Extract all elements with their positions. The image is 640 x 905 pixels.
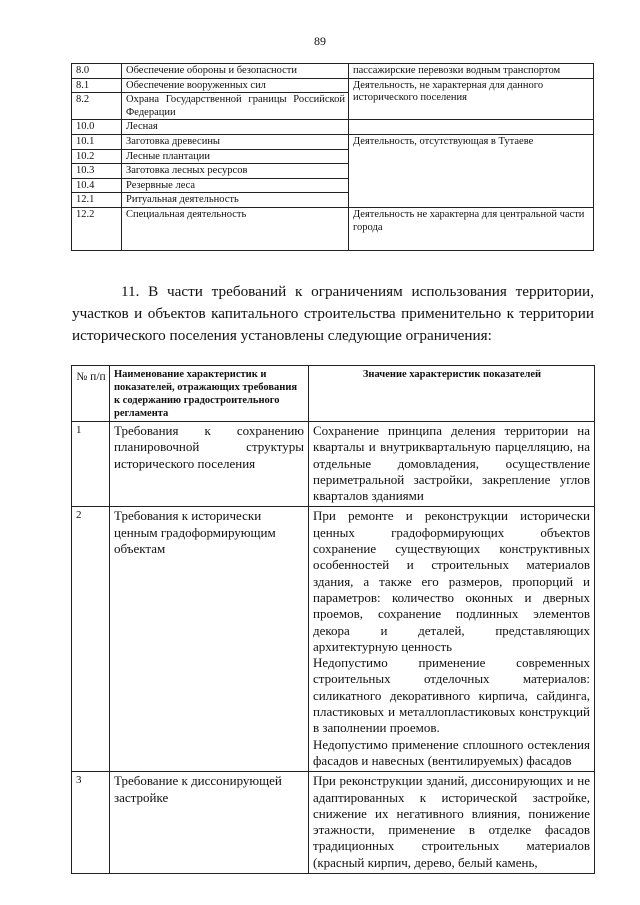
name-cell: Ритуальная деятельность — [122, 193, 349, 208]
code-cell: 10.2 — [72, 149, 122, 164]
section-paragraph — [72, 281, 594, 347]
header-row — [72, 366, 595, 422]
code-cell: 10.0 — [72, 120, 122, 135]
code-cell: 8.2 — [72, 93, 122, 120]
row-value — [309, 422, 595, 507]
code-cell: 10.1 — [72, 134, 122, 149]
requirements-table — [71, 365, 595, 874]
name-cell: Резервные леса — [122, 178, 349, 193]
name-cell: Обеспечение обороны и безопасности — [122, 64, 349, 79]
row-value — [309, 507, 595, 772]
name-cell: Лесная — [122, 120, 349, 135]
name-cell: Заготовка древесины — [122, 134, 349, 149]
header-value: Значение характеристик показателей — [309, 366, 595, 422]
code-cell: 8.0 — [72, 64, 122, 79]
value-paragraph: Сохранение принципа деления территории на кварталы и внутриквартальную парцелляцию, на отдельные домовладения, осуществление периметральной застройки, закрепление углов кварталов зданиями — [313, 423, 590, 504]
value-paragraph: При реконструкции зданий, диссонирующих и не адаптированных к исторической застройке, снижение их негативного влияния, понижение этажности, применение в отделке фасадов традиционных строительных материалов (красный кирпич, дерево, белый камень, — [313, 773, 590, 870]
table-row — [72, 207, 594, 250]
land-use-table — [71, 63, 594, 251]
table-row — [72, 64, 594, 79]
table-row — [72, 120, 594, 135]
name-cell: Специальная деятельность — [122, 207, 349, 250]
name-cell: Охрана Государственной границы Российской Федерации — [122, 93, 349, 120]
name-cell: Заготовка лесных ресурсов — [122, 164, 349, 179]
table-row — [72, 422, 595, 507]
code-cell: 10.4 — [72, 178, 122, 193]
table-row — [72, 134, 594, 149]
value-paragraph: Недопустимо применение современных строительных отделочных материалов: силикатного декоративного кирпича, сайдинга, пластиковых и металлопластиковых конструкций в заполнении проемов. — [313, 655, 590, 736]
header-num: № п/п — [72, 366, 110, 422]
paragraph-text: участков и объектов капитального строительства применительно к территории исторического поселения установлены следующие ограничения: — [72, 305, 594, 344]
row-name: Требования к исторически ценным градоформирующим объектам — [110, 507, 309, 772]
note-cell: Деятельность не характерна для центральной части города — [349, 207, 594, 250]
code-cell: 12.1 — [72, 193, 122, 208]
code-cell: 12.2 — [72, 207, 122, 250]
table-row — [72, 507, 595, 772]
row-num: 3 — [72, 772, 110, 874]
row-name: Требования к сохранению планировочной структуры исторического поселения — [110, 422, 309, 507]
note-cell: Деятельность, не характерная для данного исторического поселения — [349, 78, 594, 120]
row-num: 1 — [72, 422, 110, 507]
table-row — [72, 78, 594, 93]
header-name: Наименование характеристик и показателей, отражающих требования к содержанию градостроительного регламента — [110, 366, 309, 422]
paragraph-first-line: 11. В части требований к ограничениям использования территории, — [121, 283, 594, 300]
value-paragraph: Недопустимо применение сплошного остекления фасадов и навесных (вентилируемых) фасадов — [313, 736, 590, 768]
row-num: 2 — [72, 507, 110, 772]
note-cell — [349, 120, 594, 135]
name-cell: Обеспечение вооруженных сил — [122, 78, 349, 93]
table-row — [72, 772, 595, 874]
row-value — [309, 772, 595, 874]
code-cell: 8.1 — [72, 78, 122, 93]
page-number: 89 — [314, 34, 326, 48]
name-cell: Лесные плантации — [122, 149, 349, 164]
row-name: Требование к диссонирующей застройке — [110, 772, 309, 874]
note-cell: Деятельность, отсутствующая в Тутаеве — [349, 134, 594, 207]
note-cell: пассажирские перевозки водным транспортом — [349, 64, 594, 79]
value-paragraph: При ремонте и реконструкции исторически ценных градоформирующих объектов сохранение существующих конструктивных особенностей и строительных материалов здания, а также его размеров, пропорций и параметров: количество оконных и дверных проемов, сохранение подлинных элементов декора и деталей, представляющих архитектурную ценность — [313, 508, 590, 654]
code-cell: 10.3 — [72, 164, 122, 179]
